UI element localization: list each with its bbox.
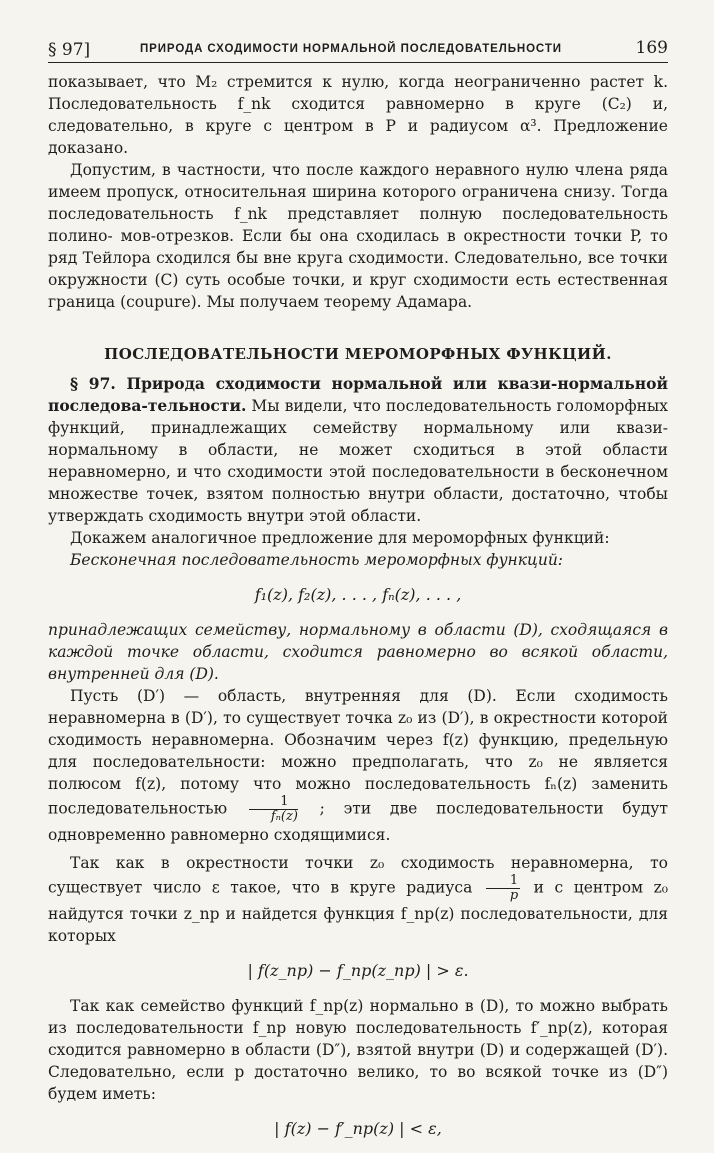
inequality-1: | f(z_np) − f_np(z_np) | > ε. <box>247 961 469 980</box>
section-heading: ПОСЛЕДОВАТЕЛЬНОСТИ МЕРОМОРФНЫХ ФУНКЦИЙ. <box>104 345 612 363</box>
proof-paragraph <box>48 685 668 846</box>
reciprocal-fraction <box>249 795 298 824</box>
page-number: 169 <box>635 38 668 58</box>
circle-text-a: Так как в окрестности точки z₀ сходимость неравномерна, то существует число ε такое, что в круге радиуса <box>48 854 668 897</box>
proof-text-a: Пусть (D′) — область, внутренняя для (D). Если сходимость неравномерна в (D′), то существует точка z₀ из (D′), в окрестности которой сходимость неравномерна. Обозначим через f(z) функцию, предельную для последовательности: можно предполагать, что z₀ не является полюсом f(z), потому что можно последовательность fₙ(z) заменить последовательностью <box>48 687 668 818</box>
circle-text-b: и с центром z₀ найдутся точки z_np и найдется функция f_np(z) последовательности, для которых <box>48 878 668 945</box>
section-97-paragraph <box>48 373 668 527</box>
para1-line: показывает, что M₂ стремится к нулю, когда неограниченно растет k. <box>48 73 668 91</box>
theorem-intro: Бесконечная последовательность мероморфных функций: <box>70 551 564 569</box>
header-title: ПРИРОДА СХОДИМОСТИ НОРМАЛЬНОЙ ПОСЛЕДОВАТЕЛЬНОСТИ <box>140 43 562 55</box>
paragraph-2 <box>48 159 668 313</box>
sequence-formula: f₁(z), f₂(z), . . . , fₙ(z), . . . , <box>254 585 462 604</box>
fraction-numerator: 1 <box>486 874 520 889</box>
header-section: § 97] <box>48 40 91 60</box>
running-header <box>48 34 668 63</box>
para2-line: мов-отрезков. Если бы она сходилась в окрестности точки P, то ряд <box>48 227 668 267</box>
circle-paragraph <box>48 852 668 947</box>
para1-line: Последовательность f_nk сходится равномерно в круге (C₂) и, следовательно, <box>48 95 668 135</box>
para2-line: окружности (C) суть особые точки, и круг сходимости есть естественная <box>48 271 668 289</box>
inequality-2: | f(z) − f′_np(z) | < ε, <box>274 1119 442 1138</box>
para2-line: Тейлора сходился бы вне круга сходимости. Следовательно, все точки <box>82 249 668 267</box>
fraction-numerator: 1 <box>249 795 298 810</box>
para2-line: граница (coupure). Мы получаем теорему Адамара. <box>48 293 473 311</box>
fraction-denominator: p <box>509 888 519 903</box>
page <box>48 34 668 1153</box>
theorem-statement: принадлежащих семейству, нормальному в области (D), сходящаяся в каждой точке области, сходится равномерно во всякой области, внутренней для (D). <box>48 621 668 683</box>
prove-line: Докажем аналогичное предложение для мероморфных функций: <box>70 529 610 547</box>
section-97-body: Мы видели, что последовательность голоморфных функций, принадлежащих семейству нормальному или квази-нормальному в области, не может сходиться в этой области неравномерно, и что сходимости этой последовательности в бесконечном множестве точек, взятом полностью внутри области, достаточно, чтобы утверждать сходимость внутри этой области. <box>48 397 668 525</box>
fraction-denominator: fₙ(z) <box>270 809 298 824</box>
proof-text-b: ; эти две последовательности будут одновременно равномерно сходящимися. <box>48 799 668 844</box>
family-paragraph: Так как семейство функций f_np(z) нормально в (D), то можно выбрать из последовательности f_np новую последовательность f′_np(z), которая сходится равномерно в области (D″), взятой внутри (D) и содержащей (D′). Следовательно, если p достаточно велико, то во всякой точке из (D″) будем иметь: <box>48 997 668 1103</box>
para2-line: последовательность f_nk представляет полную последовательность полино- <box>48 205 668 245</box>
radius-fraction <box>486 874 520 903</box>
para2-line: имеем пропуск, относительная ширина которого ограничена снизу. Тогда <box>48 183 668 201</box>
para1-line: в круге с центром в P и радиусом α³. Предложение доказано. <box>48 117 668 157</box>
para2-line: Допустим, в частности, что после каждого неравного нулю члена ряда <box>70 161 668 179</box>
paragraph-1 <box>48 71 668 159</box>
section-97-title: § 97. Природа сходимости нормальной или квази-нормальной последова-тельности. <box>48 374 668 415</box>
